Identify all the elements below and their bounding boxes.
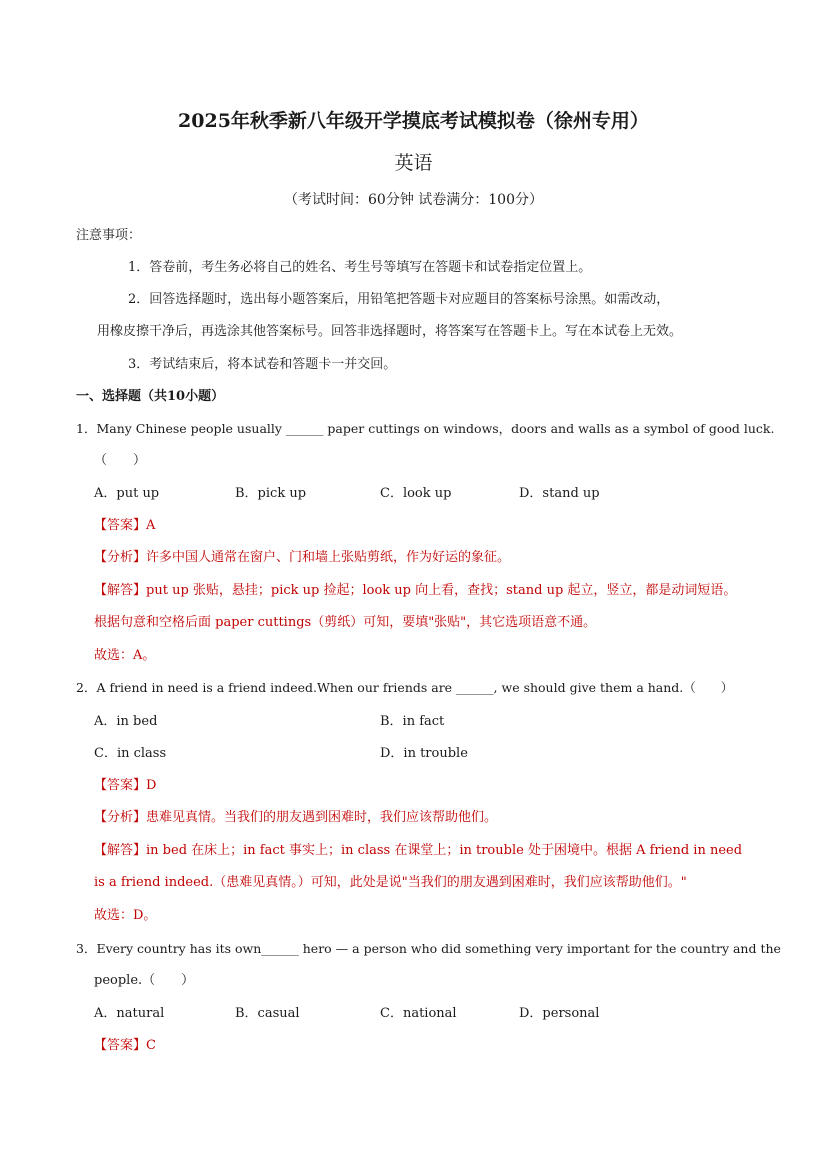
q2-analysis [94, 808, 497, 828]
notes-item-3: 3．考试结束后，将本试卷和答题卡一并交回。 [128, 357, 397, 372]
q2-option-a: A．in bed [94, 714, 158, 729]
q2-answer-value: D [146, 778, 157, 793]
q1-analysis [94, 548, 510, 568]
q2-stem: 2．A friend in need is a friend indeed.When our friends are ______, we should give them a hand.（ ） [76, 680, 734, 695]
q2-option-c: C．in class [94, 746, 167, 761]
q2-option-b: B．in fact [380, 714, 445, 729]
section-title: 一、选择题（共10小题） [76, 389, 225, 404]
q2-answer [94, 776, 156, 796]
q1-answer-value: A [146, 518, 156, 533]
notes-item-2-line-2: 用橡皮擦干净后，再选涂其他答案标号。回答非选择题时，将答案写在答题卡上。写在本试卷上无效。 [97, 324, 683, 339]
q3-answer-label: 【答案】 [94, 1038, 147, 1053]
q1-answer [94, 516, 155, 536]
exam-info: （考试时间：60分钟 试卷满分：100分） [284, 192, 543, 208]
q1-analysis-text: 许多中国人通常在窗户、门和墙上张贴剪纸，作为好运的象征。 [146, 550, 511, 565]
q1-explanation-line-2: 根据句意和空格后面 paper cuttings（剪纸）可知，要填"张贴"，其它选项语意不通。 [94, 615, 597, 630]
notes-heading: 注意事项： [76, 228, 142, 243]
q3-answer [94, 1036, 156, 1056]
q2-option-d: D．in trouble [380, 746, 468, 761]
q3-option-a: A．natural [94, 1006, 165, 1021]
q1-conclusion: 故选：A。 [94, 648, 156, 663]
q1-option-a: A．put up [94, 486, 160, 501]
q1-option-c: C．look up [380, 486, 452, 501]
q2-analysis-label: 【分析】 [94, 810, 147, 825]
q2-explanation-line-1 [94, 841, 742, 861]
q3-option-b: B．casual [235, 1006, 300, 1021]
q3-option-d: D．personal [519, 1006, 600, 1021]
q1-option-b: B．pick up [235, 486, 307, 501]
q3-answer-value: C [146, 1038, 156, 1053]
q1-option-d: D．stand up [519, 486, 600, 501]
subject-title: 英语 [394, 152, 433, 174]
q2-analysis-text: 患难见真情。当我们的朋友遇到困难时，我们应该帮助他们。 [146, 810, 498, 825]
q3-stem-line-2: people.（ ） [94, 973, 195, 988]
q2-conclusion: 故选：D。 [94, 908, 157, 923]
q1-explanation-label: 【解答】 [94, 583, 147, 598]
q1-explanation-text-1: put up 张贴，悬挂；pick up 捡起；look up 向上看，查找；stand up 起立，竖立，都是动词短语。 [146, 583, 737, 598]
q3-option-c: C．national [380, 1006, 457, 1021]
q2-explanation-line-2: is a friend indeed.（患难见真情。）可知，此处是说"当我们的朋友遇到困难时，我们应该帮助他们。" [94, 875, 687, 890]
q1-analysis-label: 【分析】 [94, 550, 147, 565]
notes-item-2-line-1: 2．回答选择题时，选出每小题答案后，用铅笔把答题卡对应题目的答案标号涂黑。如需改动， [128, 292, 670, 307]
q1-stem: 1．Many Chinese people usually ______ paper cuttings on windows，doors and walls as a symbol of good luck. [76, 421, 775, 436]
q1-answer-label: 【答案】 [94, 518, 147, 533]
notes-item-1: 1．答卷前，考生务必将自己的姓名、考生号等填写在答题卡和试卷指定位置上。 [128, 260, 592, 275]
q2-explanation-text-1: in bed 在床上；in fact 事实上；in class 在课堂上；in trouble 处于困境中。根据 A friend in need [146, 843, 743, 858]
q2-answer-label: 【答案】 [94, 778, 147, 793]
q3-stem: 3．Every country has its own______ hero — a person who did something very important for the country and the [76, 941, 781, 956]
q2-explanation-label: 【解答】 [94, 843, 147, 858]
page-title: 2025年秋季新八年级开学摸底考试模拟卷（徐州专用） [178, 110, 649, 132]
q1-paren: （ ） [94, 453, 147, 468]
q1-explanation-line-1 [94, 581, 736, 601]
